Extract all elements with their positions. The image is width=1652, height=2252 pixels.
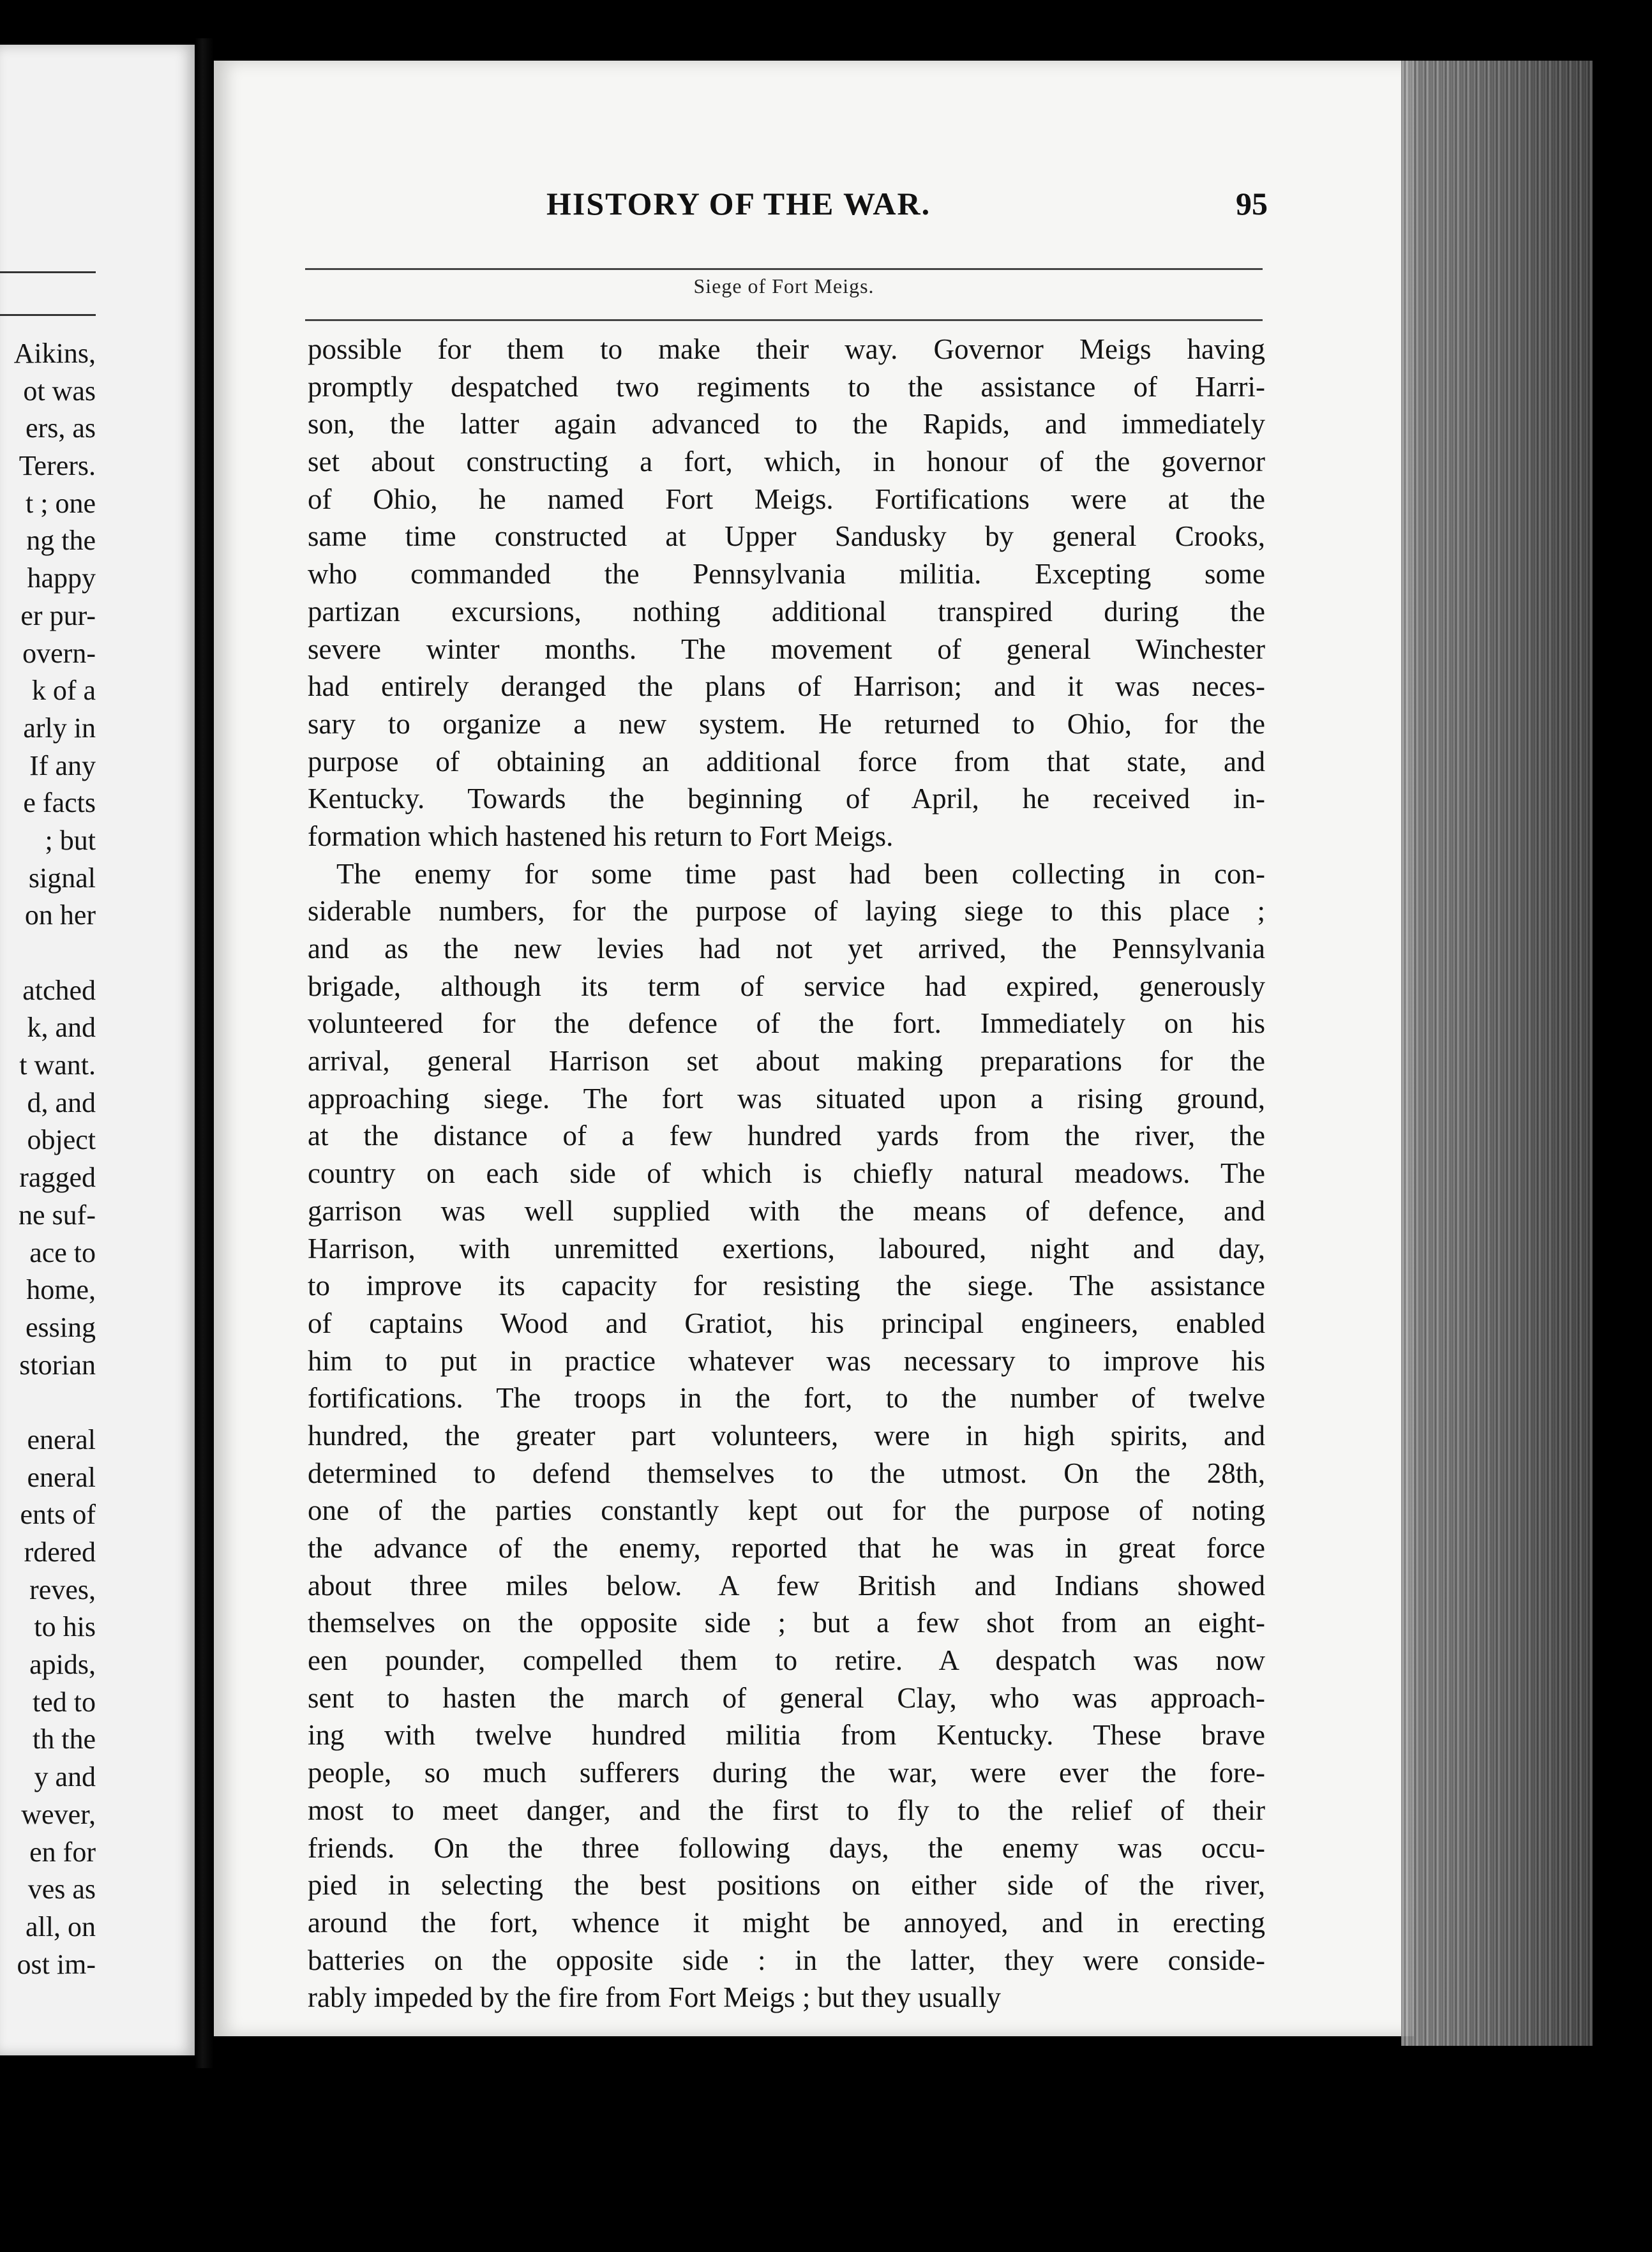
body-line: fortifications. The troops in the fort, to the number of twelve — [308, 1382, 1265, 1415]
left-page-line: rdered — [24, 1536, 96, 1568]
left-page-line: ot was — [23, 375, 96, 407]
left-page-line: ost im- — [17, 1948, 96, 1980]
left-page-line: If any — [29, 749, 96, 781]
body-line: approaching siege. The fort was situated upon a rising ground, — [308, 1082, 1265, 1115]
page-number: 95 — [1236, 186, 1268, 221]
left-page-line: on her — [24, 899, 96, 931]
running-title: HISTORY OF THE WAR. — [546, 186, 931, 221]
running-head — [546, 185, 1268, 223]
left-page — [0, 45, 195, 2055]
left-page-line: essing — [26, 1311, 96, 1343]
left-page-line: ace to — [29, 1236, 96, 1268]
header-rule-bottom — [305, 319, 1263, 321]
body-line: determined to defend themselves to the utmost. On the 28th, — [308, 1457, 1265, 1489]
left-page-line: ragged — [19, 1162, 96, 1194]
page-edges-shading — [1401, 61, 1593, 2046]
left-page-line — [0, 1384, 96, 1422]
left-page-line: storian — [19, 1349, 96, 1381]
left-page-line: ves as — [27, 1873, 96, 1905]
body-text — [308, 331, 1265, 2016]
left-page-line: th the — [33, 1723, 96, 1755]
body-line: The enemy for some time past had been collecting in con- — [336, 857, 1265, 890]
body-line: sary to organize a new system. He returned to Ohio, for the — [308, 707, 1265, 740]
body-line: of captains Wood and Gratiot, his principal engineers, enabled — [308, 1307, 1265, 1339]
body-line: formation which hastened his return to Fort Meigs. — [308, 820, 894, 852]
body-line: volunteered for the defence of the fort. Immediately on his — [308, 1007, 1265, 1040]
body-line: had entirely deranged the plans of Harrison; and it was neces- — [308, 670, 1265, 703]
left-page-line: eneral — [27, 1423, 96, 1455]
left-page-line: eneral — [27, 1461, 96, 1493]
left-page-line: er pur- — [20, 599, 96, 631]
body-line: arrival, general Harrison set about making preparations for the — [308, 1045, 1265, 1077]
left-page-line: object — [27, 1124, 96, 1156]
body-line: one of the parties constantly kept out for the purpose of noting — [308, 1494, 1265, 1527]
body-line: rably impeded by the fire from Fort Meigs ; but they usually — [308, 1981, 1002, 2014]
left-page-line: ents of — [20, 1499, 96, 1531]
left-page-line: e facts — [23, 787, 96, 819]
body-line: severe winter months. The movement of general Winchester — [308, 633, 1265, 665]
left-page-rule — [0, 271, 96, 273]
section-title: Siege of Fort Meigs. — [693, 274, 875, 297]
left-page-line: k of a — [31, 675, 96, 707]
left-page-line: Aikins, — [13, 338, 96, 369]
header-rule-top — [305, 268, 1263, 270]
body-line: people, so much sufferers during the war, were ever the fore- — [308, 1757, 1265, 1789]
left-page-line: d, and — [27, 1086, 96, 1118]
left-page-line: home, — [26, 1274, 96, 1306]
body-line: son, the latter again advanced to the Rapids, and immediately — [308, 408, 1265, 440]
body-line: pied in selecting the best positions on either side of the river, — [308, 1869, 1265, 1902]
left-page-line: ers, as — [26, 412, 96, 444]
body-line: same time constructed at Upper Sandusky by general Crooks, — [308, 520, 1265, 553]
body-line: batteries on the opposite side : in the latter, they were conside- — [308, 1944, 1265, 1976]
body-line: who commanded the Pennsylvania militia. Excepting some — [308, 558, 1265, 590]
left-page-line: t want. — [19, 1049, 96, 1081]
body-line: set about constructing a fort, which, in honour of the governor — [308, 446, 1265, 478]
left-page-line: happy — [27, 562, 96, 594]
body-line: purpose of obtaining an additional force from that state, and — [308, 745, 1265, 777]
left-page-line: ng the — [26, 525, 96, 557]
left-page-line: apids, — [29, 1649, 96, 1681]
left-page-line: k, and — [27, 1012, 96, 1044]
left-page-line: t ; one — [26, 487, 96, 519]
body-line: themselves on the opposite side ; but a few shot from an eight- — [308, 1607, 1265, 1639]
body-line: and as the new levies had not yet arrived, the Pennsylvania — [308, 933, 1265, 965]
left-page-line: ne suf- — [19, 1199, 96, 1231]
body-line: promptly despatched two regiments to the assistance of Harri- — [308, 370, 1265, 403]
left-page-line: reves, — [29, 1573, 96, 1605]
body-line: Kentucky. Towards the beginning of April, he received in- — [308, 783, 1265, 815]
body-line: sent to hasten the march of general Clay, who was approach- — [308, 1681, 1265, 1714]
body-line: friends. On the three following days, the enemy was occu- — [308, 1831, 1265, 1864]
body-line: around the fort, whence it might be annoyed, and in erecting — [308, 1906, 1265, 1939]
left-page-text-fragments — [0, 335, 96, 1983]
body-line: Harrison, with unremitted exertions, laboured, night and day, — [308, 1232, 1265, 1265]
left-page-line: signal — [28, 862, 96, 894]
body-line: to improve its capacity for resisting the siege. The assistance — [308, 1270, 1265, 1302]
body-line: ing with twelve hundred militia from Kentucky. These brave — [308, 1719, 1265, 1752]
left-page-line: Terers. — [19, 450, 96, 482]
left-page-line: arly in — [23, 712, 96, 744]
left-page-line: ted to — [33, 1686, 96, 1718]
left-page-line — [0, 935, 96, 972]
body-line: een pounder, compelled them to retire. A despatch was now — [308, 1644, 1265, 1677]
body-line: garrison was well supplied with the means of defence, and — [308, 1194, 1265, 1227]
left-page-line: atched — [22, 974, 96, 1006]
body-line: country on each side of which is chiefly natural meadows. The — [308, 1157, 1265, 1190]
left-page-line: ; but — [45, 824, 96, 856]
body-line: brigade, although its term of service had expired, generously — [308, 970, 1265, 1002]
body-line: at the distance of a few hundred yards from the river, the — [308, 1120, 1265, 1152]
body-line: most to meet danger, and the first to fly to the relief of their — [308, 1794, 1265, 1826]
body-line: the advance of the enemy, reported that he was in great force — [308, 1532, 1265, 1564]
body-line: siderable numbers, for the purpose of laying siege to this place ; — [308, 895, 1265, 927]
body-line: hundred, the greater part volunteers, were in high spirits, and — [308, 1419, 1265, 1452]
left-page-line: en for — [29, 1836, 96, 1868]
body-line: possible for them to make their way. Governor Meigs having — [308, 333, 1265, 365]
left-page-line: all, on — [26, 1910, 96, 1942]
left-page-line: to his — [34, 1611, 96, 1643]
body-line: partizan excursions, nothing additional transpired during the — [308, 595, 1265, 627]
left-page-line: wever, — [21, 1798, 96, 1830]
left-page-line: overn- — [22, 637, 96, 669]
body-line: him to put in practice whatever was necessary to improve his — [308, 1344, 1265, 1377]
book-gutter — [195, 38, 214, 2068]
body-line: of Ohio, he named Fort Meigs. Fortifications were at the — [308, 483, 1265, 515]
left-page-line: y and — [34, 1761, 96, 1793]
left-page-rule — [0, 314, 96, 316]
body-line: about three miles below. A few British and Indians showed — [308, 1569, 1265, 1602]
